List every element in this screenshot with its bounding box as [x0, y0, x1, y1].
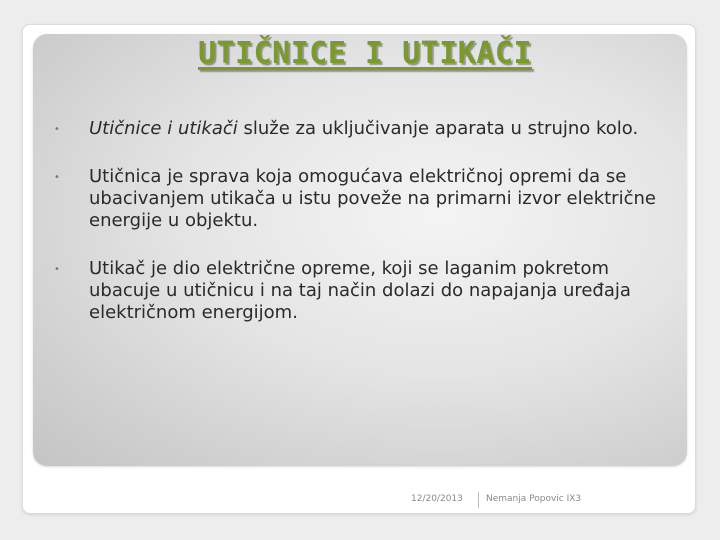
bullet-item-1	[52, 118, 662, 140]
bullet-text: Utikač je dio električne opreme, koji se laganim pokretom ubacuje u utičnicu i na taj način dolazi do napajanja uređaja električnom energijom.	[89, 258, 631, 323]
bullet-text: služe za uključivanje aparata u strujno kolo.	[237, 118, 639, 139]
bullet-marker: •	[54, 264, 60, 275]
footer-divider	[478, 492, 479, 508]
bullet-emphasis: Utičnice i utikači	[89, 118, 238, 139]
bullet-list	[52, 118, 662, 350]
footer-author: Nemanja Popovic IX3	[486, 494, 582, 504]
bullet-item-3	[52, 258, 662, 324]
bullet-item-2	[52, 166, 662, 232]
bullet-marker: •	[54, 124, 60, 135]
bullet-marker: •	[54, 172, 60, 183]
bullet-text: Utičnica je sprava koja omogućava električnoj opremi da se ubacivanjem utikača u istu poveže na primarni izvor električne energije u objektu.	[89, 166, 656, 231]
slide-title: UTIČNICE I UTIKAČI	[197, 36, 533, 71]
footer-date: 12/20/2013	[411, 494, 463, 504]
